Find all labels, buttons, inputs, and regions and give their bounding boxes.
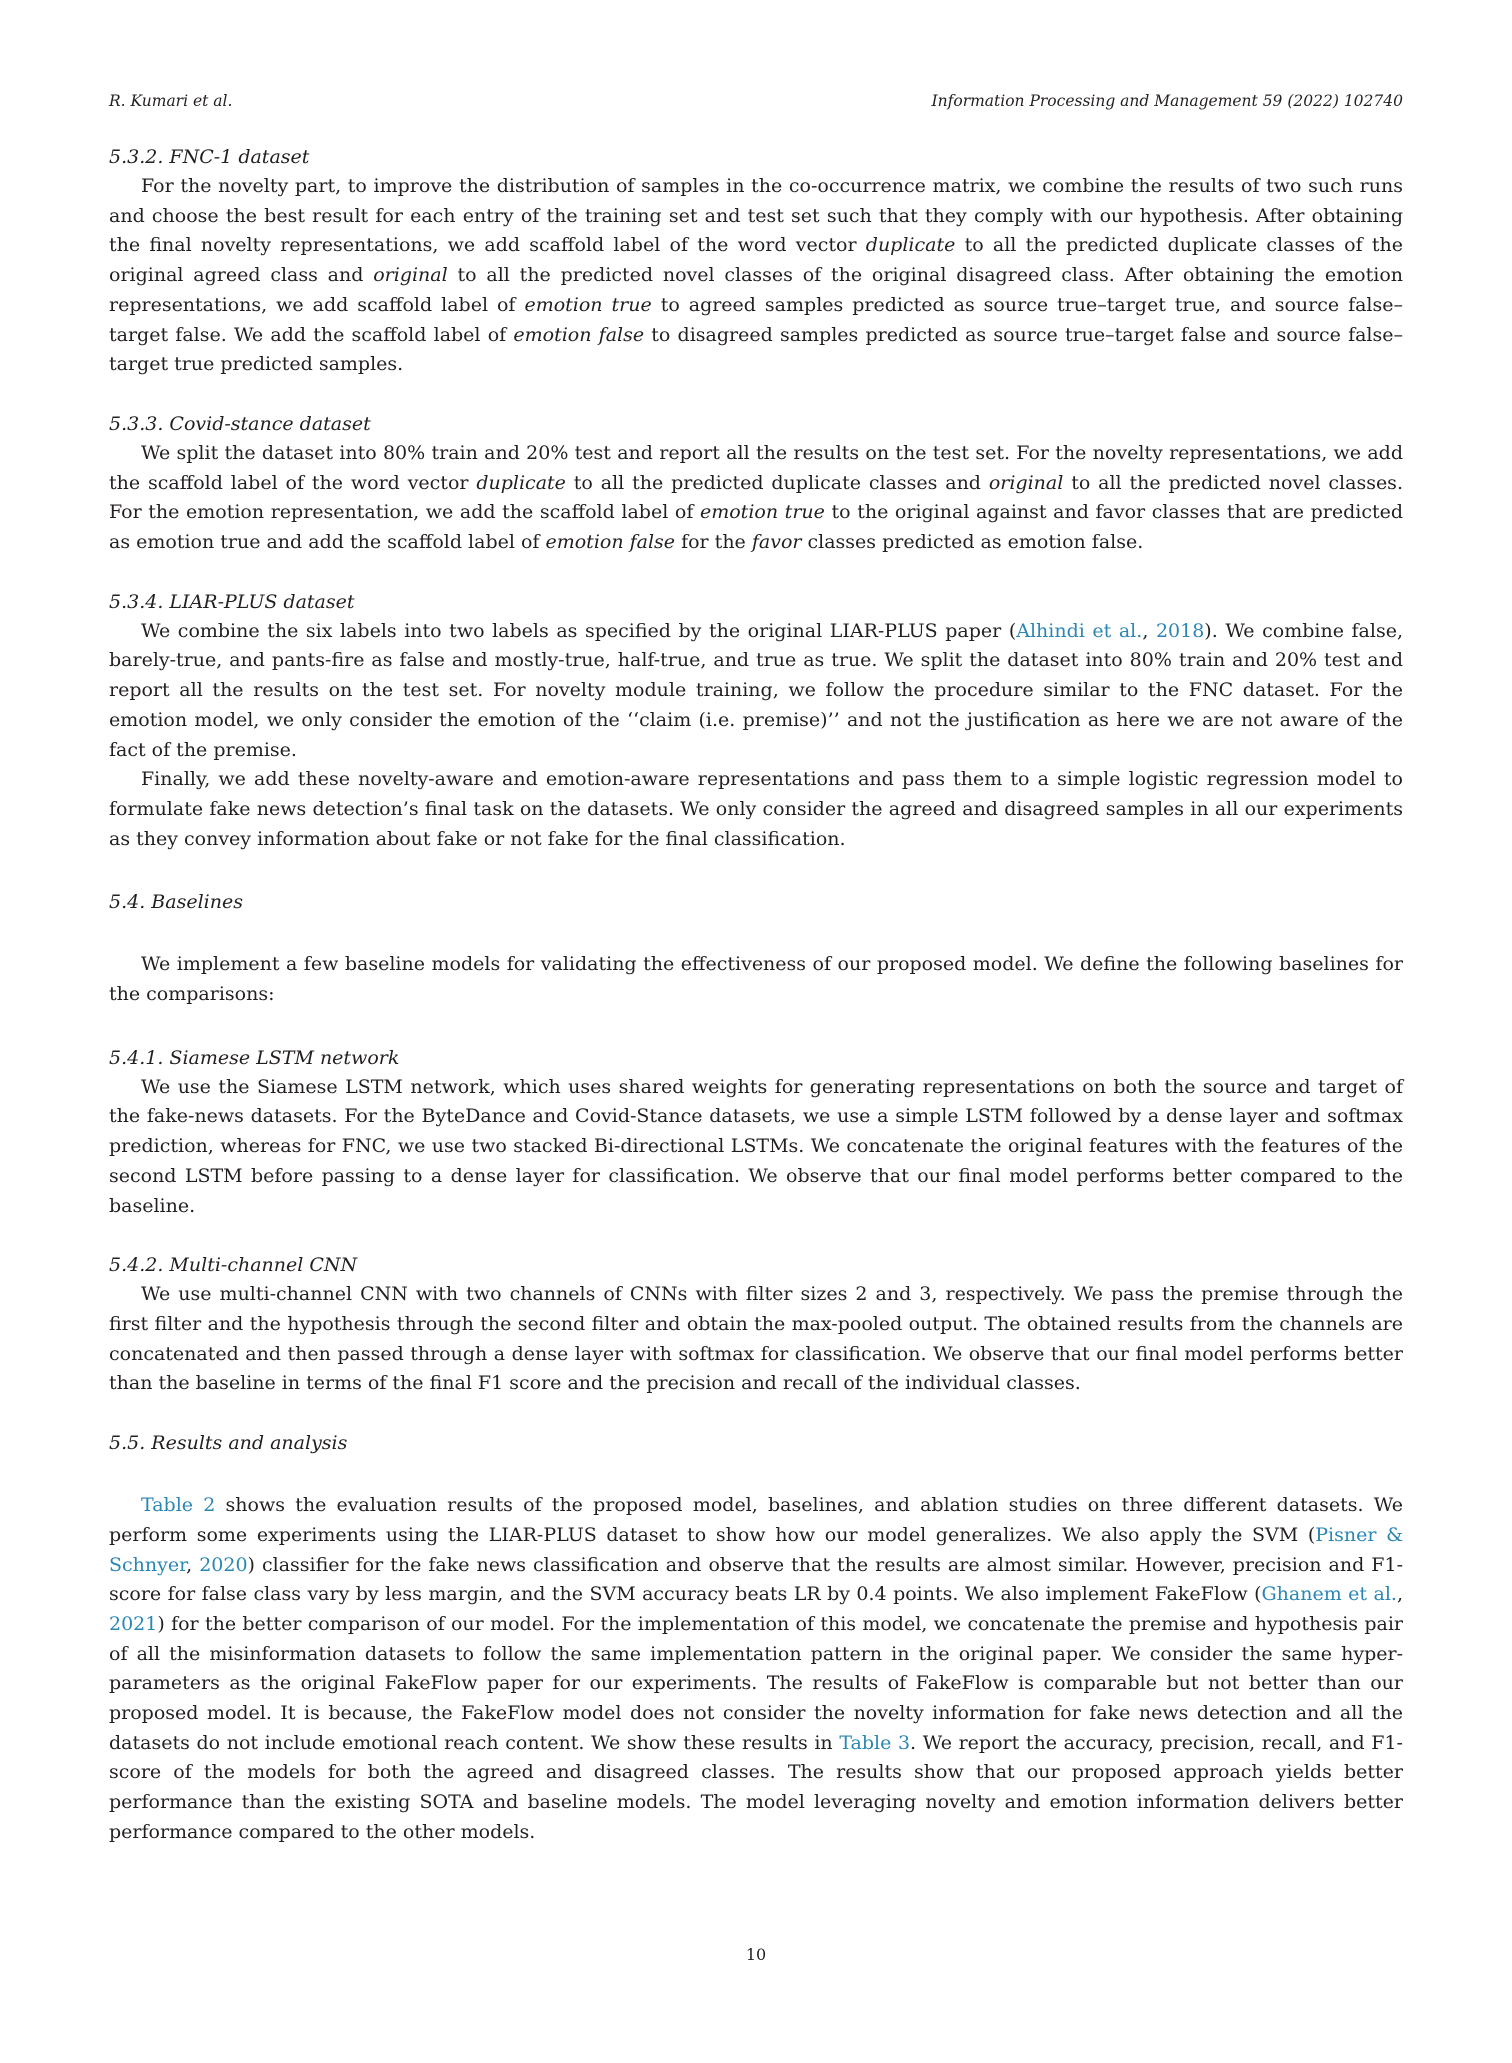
paragraph-final-representation: Finally, we add these novelty-aware and emotion-aware representations and pass them to a simple logistic regression model to formulate fake news detection’s final task on the datasets. We only consider the agreed and disagreed samples in all our experiments as they convey information about fake or not fake for the final classification.: [109, 768, 1403, 850]
paragraph-siamese-lstm: We use the Siamese LSTM network, which uses shared weights for generating representations on both the source and target of the fake-news datasets. For the ByteDance and Covid-Stance datasets, we use a simple LSTM followed by a dense layer and softmax prediction, whereas for FNC, we use two stacked Bi-directional LSTMs. We concatenate the original features with the features of the second LSTM before passing to a dense layer for classification. We observe that our final model performs better compared to the baseline.: [109, 1075, 1403, 1217]
paragraph-covid-stance: We split the dataset into 80% train and 20% test and report all the results on the test set. For the novelty representations, we add the scaffold label of the word vector duplicate to all the predicted duplicate classes and original to all the predicted novel classes. For the emotion representation, we add the scaffold label of emotion true to the original against and favor classes that are predicted as emotion true and add the scaffold label of emotion false for the favor classes predicted as emotion false.: [109, 441, 1404, 554]
citation-year-link-pisner[interactable]: 2020: [199, 1553, 248, 1576]
article-body: [109, 142, 1403, 1848]
citation-year-link-ghanem[interactable]: 2021: [109, 1612, 158, 1635]
section-heading-multichannel-cnn: 5.4.2. Multi-channel CNN: [109, 1254, 358, 1277]
paragraph-liar-plus: We combine the six labels into two labels as specified by the original LIAR-PLUS paper (Alhindi et al., 2018). We combine false, barely-true, and pants-fire as false and mostly-true, half-true, and true as true. We split the dataset into 80% train and 20% test and report all the results on the test set. For novelty module training, we follow the procedure similar to the FNC dataset. For the emotion model, we only consider the emotion of the ‘‘claim (i.e. premise)’’ and not the justification as here we are not aware of the fact of the premise.: [109, 619, 1403, 761]
section-heading-covid-stance: 5.3.3. Covid-stance dataset: [109, 412, 371, 435]
paragraph-baselines: We implement a few baseline models for validating the effectiveness of our proposed model. We define the following baselines for the comparisons:: [109, 953, 1403, 1006]
table-link-table2[interactable]: Table 2: [141, 1494, 216, 1517]
section-heading-fnc1: 5.3.2. FNC-1 dataset: [109, 146, 310, 168]
paragraph-fnc1: For the novelty part, to improve the distribution of samples in the co-occurrence matrix, we combine the results of two such runs and choose the best result for each entry of the training set and test set such that they comply with our hypothesis. After obtaining the final novelty representations, we add scaffold label of the word vector duplicate to all the predicted duplicate classes of the original agreed class and original to all the predicted novel classes of the original disagreed class. After obtaining the emotion representations, we add scaffold label of emotion true to agreed samples predicted as source true–target true, and source false–target false. We add the scaffold label of emotion false to disagreed samples predicted as source true–target false and source false–target true predicted samples.: [109, 175, 1404, 376]
table-link-table3[interactable]: Table 3: [839, 1731, 911, 1754]
citation-year-link-alhindi[interactable]: 2018: [1155, 619, 1205, 642]
running-header-journal: Information Processing and Management 59 (2022) 102740: [931, 92, 1403, 110]
section-heading-liar-plus: 5.3.4. LIAR-PLUS dataset: [109, 590, 355, 613]
section-heading-baselines: 5.4. Baselines: [109, 891, 243, 914]
page-number: 10: [745, 1945, 767, 1964]
citation-link-pisner[interactable]: Pisner & Schnyer: [109, 1523, 1403, 1576]
paragraph-multichannel-cnn: We use multi-channel CNN with two channels of CNNs with filter sizes 2 and 3, respectively. We pass the premise through the first filter and the hypothesis through the second filter and obtain the max-pooled output. The obtained results from the channels are concatenated and then passed through a dense layer with softmax for classification. We observe that our final model performs better than the baseline in terms of the final F1 score and the precision and recall of the individual classes.: [109, 1283, 1403, 1395]
citation-link-ghanem[interactable]: Ghanem et al.: [1261, 1583, 1397, 1606]
paragraph-results: Table 2 shows the evaluation results of the proposed model, baselines, and ablation studies on three different datasets. We perform some experiments using the LIAR-PLUS dataset to show how our model generalizes. We also apply the SVM (Pisner & Schnyer, 2020) classifier for the fake news classification and observe that the results are almost similar. However, precision and F1-score for false class vary by less margin, and the SVM accuracy beats LR by 0.4 points. We also implement FakeFlow (Ghanem et al., 2021) for the better comparison of our model. For the implementation of this model, we concatenate the premise and hypothesis pair of all the misinformation datasets to follow the same implementation pattern in the original paper. We consider the same hyper-parameters as the original FakeFlow paper for our experiments. The results of FakeFlow is comparable but not better than our proposed model. It is because, the FakeFlow model does not consider the novelty information for fake news detection and all the datasets do not include emotional reach content. We show these results in Table 3. We report the accuracy, precision, recall, and F1-score of the models for both the agreed and disagreed classes. The results show that our proposed approach yields better performance than the existing SOTA and baseline models. The model leveraging novelty and emotion information delivers better performance compared to the other models.: [109, 1494, 1403, 1843]
citation-link-alhindi[interactable]: Alhindi et al.: [1016, 619, 1143, 642]
running-header-authors: R. Kumari et al.: [109, 92, 233, 110]
section-heading-siamese-lstm: 5.4.1. Siamese LSTM network: [109, 1046, 400, 1069]
section-heading-results: 5.5. Results and analysis: [109, 1432, 348, 1455]
